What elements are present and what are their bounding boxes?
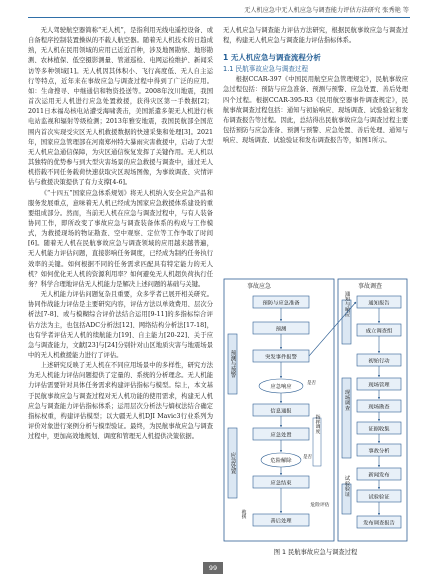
side-label-forecast: 预测与预警 <box>229 350 236 378</box>
side-label-response: 应急处置 <box>229 452 236 474</box>
node-aftermath: 善后处理 <box>270 518 292 525</box>
figure-caption: 图 1 民航事故应急与调查过程 <box>273 549 358 556</box>
node-response: 应急响应 <box>270 384 292 390</box>
node-disposal: 应急处置 <box>270 432 292 439</box>
node-info: 信息通报 <box>270 408 292 415</box>
body-paragraph: 无人机应急与调查能力评估方法研究，根据民航事故应急与调查过程，构建无人机应急与调查能力评估指标体系。 <box>223 27 408 45</box>
node-alarm: 突发事件报警 <box>265 354 297 361</box>
node-report: 发布调查报告 <box>363 520 395 527</box>
decision-label: 是否 <box>303 455 312 460</box>
node-press: 新闻发布 <box>368 472 390 479</box>
investigation-header: 事故调查 <box>358 283 383 290</box>
left-column <box>28 26 213 442</box>
side-label-survey: 现场调查 <box>343 389 350 411</box>
body-paragraph: 根据CCAR-397《中国民用航空应急管理规定》，民航事故应急过程包括：预防与应急准备、预测与预警、应急处置、善后处理四个过程。根据CCAR-395-R3《民用航空器事件调查规定》，民航事故调查过程包括：通知与初始响应、现场调查、试验验证和发布调查报告等过程。因此，总结得出民航事故应急与调查过程主要包括预防与应急准备、预测与预警、应急处置、善后处理、通知与响应、现场调查、试验验证和发布调查报告等，如图1所示。 <box>223 76 408 145</box>
emergency-header: 事故应急 <box>247 283 272 290</box>
decision-label: 是否 <box>307 381 316 386</box>
node-evidence: 证据收集 <box>368 426 390 433</box>
node-analysis: 事故分析 <box>368 448 390 455</box>
header-rule <box>28 17 410 18</box>
node-prevention: 预防与应急准备 <box>262 300 300 307</box>
node-notify: 通知报告 <box>368 300 390 307</box>
body-paragraph: 无人驾驶航空器简称“无人机”，是指利用无线电遥控设备、或自备程序控制装置操纵的不载人航空器。随着无人机技术的日趋成熟，无人机在民用领域的应用已近近百种，涉及地图勘察、地形勘测、农林植保、低空摄影测量、管道巡检、电网运检维护、新闻采访等多种领域[1]。无人机因其体积小、飞行高度低、无人自主运行等特点，近年来在事故应急与调查过程中得到了广泛的应用。如：生命搜寻、中继通信和物资投送等。2008年汶川地震，我国首次运用无人机进行应急处置救援，获得灾区第一手数据[2]；2011日本福岛核电站遭受海啸袭击，美国派遣多架无人机进行核电站监视和辐射等级检测；2013年雅安地震，我国民航部全国范围内首次实现受灾区无人机救援数据的快速采集和处理[3]。2021年，国家应急管理部在河南郑州特大暴雨灾害救援中，启动了大型无人机应急通信保障，为灾区通信恢复发挥了关键作用。无人机以其独特的优势参与到大型灾害场景的应急救援与调查中，通过无人机搭载不同任务载荷快速获取灾区现场图像，为事故调查、灾情评估与救援决策提供了有力支撑[4-6]。 <box>28 27 213 187</box>
node-survey: 现场勘查 <box>368 404 390 411</box>
loop-label-command: 指挥调度 <box>314 414 320 434</box>
node-team: 成立调查组 <box>365 328 393 335</box>
right-column <box>223 26 408 146</box>
node-forecast: 预测 <box>275 326 287 333</box>
loop-label-risk: 危险评估 <box>310 503 330 508</box>
section-heading: 1 无人机应急与调查流程分析 <box>223 53 321 63</box>
body-paragraph: 无人机能力评估问题复杂且重要，众多学者已展开相关研究。协同作战能力评估是主要研究内容，评估方法以单效费用、层次分析法[7-8]、或与模糊综合评价法结合运用[9-11]的多指标综合评估方法为主，也包括ADC分析法[12]、网络结构分析法[17-18]，也有学者评估无人机的续航能力[19]、自主能力[20-22]、关于应急与调查能力，文献[23]与[24]分别针对山区地质灾害与地震场景中的无人机救援能力进行了评估。 <box>28 291 213 359</box>
running-header <box>0 0 427 22</box>
node-initial: 初始行动 <box>368 358 390 365</box>
body-paragraph: 上述研究反映了无人机在不同应用场景中的多样性，研究方法为无人机能力评估问题提供了定量的、系统的分析理念。无人机能力评估需要针对具体任务需求构建评估指标与模型。综上，本文基于民航事故应急与调查过程对无人机功能的使用需求，构建无人机应急与调查能力评估指标体系；运用层次分析法与熵权法结合确定指标权重，构建评估模型；以大疆无人机DJI Mavic3行业系列为评价对象进行案例分析与模型验证。最终，为民航事故应急与调查过程中，更加高效地规划、调度和管理无人机提供决策依据。 <box>28 362 213 441</box>
subsection-heading: 1.1 民航事故应急与调查过程 <box>223 65 309 74</box>
side-label-test: 试验验证 <box>343 475 350 497</box>
node-site-mgmt: 现场管理 <box>368 382 390 389</box>
body-paragraph: 《“十四五”国家应急体系规划》将无人机纳入安全应急产品和服务发展重点，意味着无人机已经成为国家应急救援体系建设的重要组成部分。然而，当前无人机在应急与调查过程中，与有人装备协同工作，即所改变了事故应急与调查装备体系的构成与工作模式，为救援现场的物证勘查、空中观察、定位等工作争取了时间[6]。随着无人机在民航事故应急与调查领域的应用越来越普遍，无人机能力评估问题，直接影响任务调度，已经成为制约任务执行效率的关键。如何根据不同的任务需求匹配具有特定能力的无人机？如何优化无人机的资源利用率？如何避免无人机超负荷执行任务？科学合理地评估无人机能力是解决上述问题的基础与关键。 <box>28 189 213 288</box>
node-test: 试验验证 <box>368 494 390 501</box>
node-end: 应急结束 <box>270 480 292 487</box>
node-danger-cleared: 危险解除 <box>270 458 292 464</box>
side-label-notify: 通知与响应 <box>343 290 350 318</box>
page-number: 99 <box>203 562 223 574</box>
flow-diagram <box>223 278 408 544</box>
running-title: 无人机应急中无人机应急与调查能力评估方法研究 张秀艳 等 <box>244 7 409 14</box>
process-flow-figure <box>223 278 408 544</box>
loop-label-rescue: 救援 <box>240 509 246 519</box>
